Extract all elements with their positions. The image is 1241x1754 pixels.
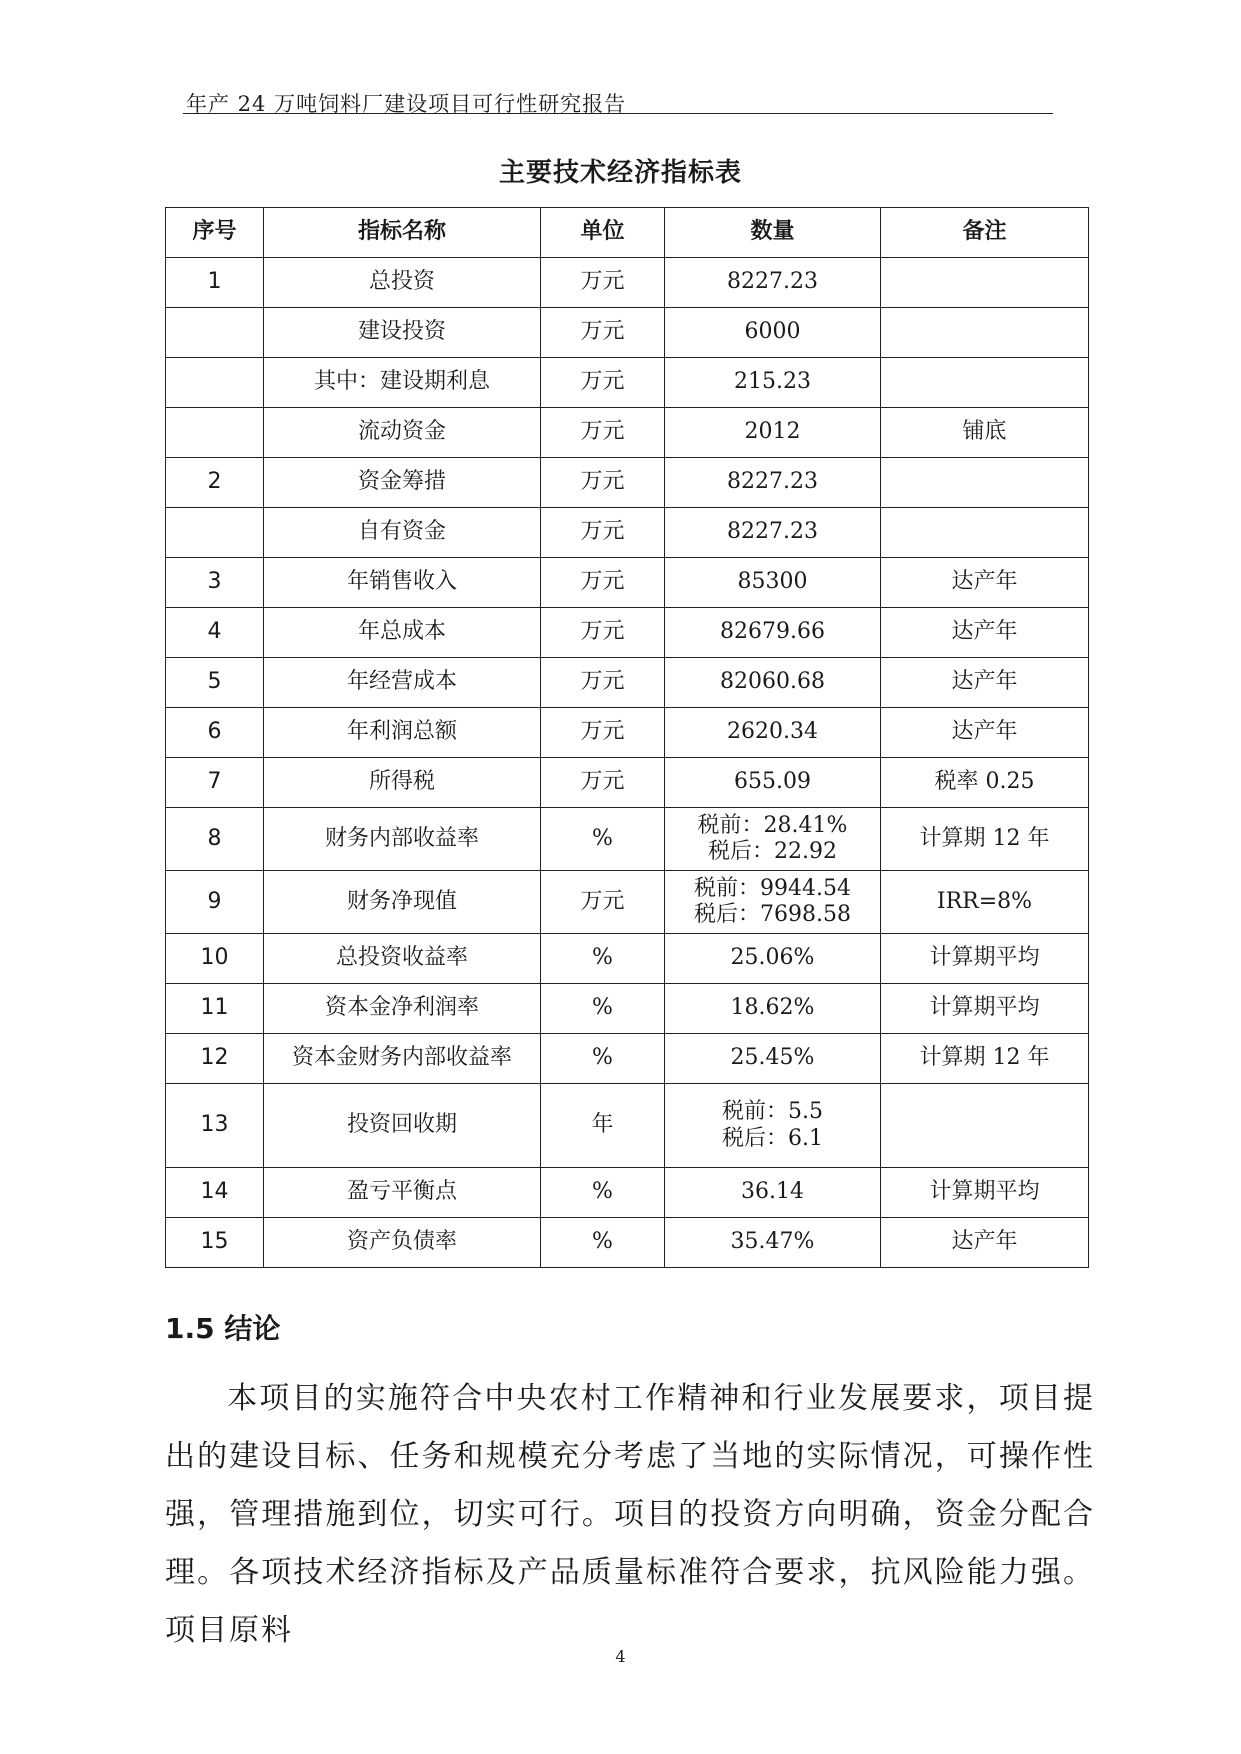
col-header-index: 序号 xyxy=(166,208,264,258)
quantity-line: 25.06% xyxy=(730,945,815,971)
table-row xyxy=(166,934,1089,984)
col-header-unit: 单位 xyxy=(541,208,665,258)
cell-index: 3 xyxy=(166,558,264,608)
cell-note xyxy=(881,458,1089,508)
cell-index xyxy=(166,358,264,408)
quantity-line: 税后：22.92 xyxy=(708,839,837,864)
table-row xyxy=(166,458,1089,508)
cell-unit: 万元 xyxy=(541,658,665,708)
table-row xyxy=(166,1034,1089,1084)
cell-name: 流动资金 xyxy=(264,408,541,458)
cell-quantity xyxy=(665,308,881,358)
cell-note: 计算期 12 年 xyxy=(881,808,1089,871)
table-row xyxy=(166,508,1089,558)
col-header-quantity: 数量 xyxy=(665,208,881,258)
cell-unit: 万元 xyxy=(541,708,665,758)
quantity-line: 税前：9944.54 xyxy=(694,875,851,901)
cell-index: 13 xyxy=(166,1084,264,1168)
table-row xyxy=(166,708,1089,758)
cell-quantity xyxy=(665,871,881,934)
table-row xyxy=(166,308,1089,358)
quantity-line: 215.23 xyxy=(734,369,811,395)
cell-quantity xyxy=(665,408,881,458)
cell-quantity xyxy=(665,1168,881,1218)
cell-unit: % xyxy=(541,984,665,1034)
table-header-row xyxy=(166,208,1089,258)
quantity-line: 税后：6.1 xyxy=(722,1125,823,1151)
cell-name: 总投资收益率 xyxy=(264,934,541,984)
cell-note: 达产年 xyxy=(881,1218,1089,1268)
cell-note: 铺底 xyxy=(881,408,1089,458)
cell-index: 6 xyxy=(166,708,264,758)
cell-note xyxy=(881,258,1089,308)
cell-name: 资本金财务内部收益率 xyxy=(264,1034,541,1084)
quantity-line: 82679.66 xyxy=(720,619,825,645)
cell-unit: 万元 xyxy=(541,758,665,808)
table-row xyxy=(166,608,1089,658)
cell-index: 14 xyxy=(166,1168,264,1218)
page-number: 4 xyxy=(615,1647,626,1666)
quantity-line: 85300 xyxy=(737,569,808,595)
table-row xyxy=(166,408,1089,458)
cell-index: 5 xyxy=(166,658,264,708)
cell-unit: 万元 xyxy=(541,508,665,558)
table-row xyxy=(166,871,1089,934)
indicators-table xyxy=(165,207,1089,1268)
cell-quantity xyxy=(665,934,881,984)
cell-name: 投资回收期 xyxy=(264,1084,541,1168)
cell-index: 11 xyxy=(166,984,264,1034)
cell-note: 税率 0.25 xyxy=(881,758,1089,808)
cell-name: 年销售收入 xyxy=(264,558,541,608)
cell-name: 其中：建设期利息 xyxy=(264,358,541,408)
table-row xyxy=(166,808,1089,871)
quantity-line: 6000 xyxy=(744,319,801,345)
quantity-line: 8227.23 xyxy=(727,519,818,545)
cell-quantity xyxy=(665,1218,881,1268)
cell-note xyxy=(881,508,1089,558)
cell-note: 达产年 xyxy=(881,658,1089,708)
cell-quantity xyxy=(665,508,881,558)
cell-note: 计算期平均 xyxy=(881,1168,1089,1218)
cell-note: 计算期 12 年 xyxy=(881,1034,1089,1084)
cell-note: 达产年 xyxy=(881,708,1089,758)
quantity-line: 税后：7698.58 xyxy=(694,902,851,927)
cell-quantity xyxy=(665,708,881,758)
cell-index: 1 xyxy=(166,258,264,308)
quantity-line: 税前：28.41% xyxy=(697,812,848,838)
cell-name: 所得税 xyxy=(264,758,541,808)
cell-quantity xyxy=(665,984,881,1034)
cell-note xyxy=(881,308,1089,358)
cell-note: IRR=8% xyxy=(881,871,1089,934)
cell-quantity xyxy=(665,358,881,408)
quantity-line: 2620.34 xyxy=(727,719,818,745)
cell-name: 盈亏平衡点 xyxy=(264,1168,541,1218)
cell-quantity xyxy=(665,608,881,658)
cell-quantity xyxy=(665,458,881,508)
cell-index: 12 xyxy=(166,1034,264,1084)
table-row xyxy=(166,658,1089,708)
quantity-line: 36.14 xyxy=(741,1179,804,1205)
quantity-line: 2012 xyxy=(744,419,801,445)
col-header-note: 备注 xyxy=(881,208,1089,258)
table-row xyxy=(166,1084,1089,1168)
cell-quantity xyxy=(665,758,881,808)
cell-index: 9 xyxy=(166,871,264,934)
cell-name: 年经营成本 xyxy=(264,658,541,708)
cell-note: 计算期平均 xyxy=(881,984,1089,1034)
cell-unit: 万元 xyxy=(541,608,665,658)
cell-name: 财务净现值 xyxy=(264,871,541,934)
cell-name: 资产负债率 xyxy=(264,1218,541,1268)
cell-index: 2 xyxy=(166,458,264,508)
cell-quantity xyxy=(665,808,881,871)
table-body xyxy=(166,258,1089,1268)
cell-unit: 万元 xyxy=(541,408,665,458)
cell-index: 8 xyxy=(166,808,264,871)
running-header: 年产 24 万吨饲料厂建设项目可行性研究报告 xyxy=(186,92,627,116)
cell-unit: % xyxy=(541,808,665,871)
table-row xyxy=(166,984,1089,1034)
conclusion-paragraph xyxy=(165,1370,1095,1660)
table-row xyxy=(166,758,1089,808)
table-row xyxy=(166,1168,1089,1218)
cell-unit: % xyxy=(541,1034,665,1084)
cell-quantity xyxy=(665,1084,881,1168)
cell-name: 财务内部收益率 xyxy=(264,808,541,871)
quantity-line: 35.47% xyxy=(730,1229,815,1255)
cell-name: 年总成本 xyxy=(264,608,541,658)
cell-name: 年利润总额 xyxy=(264,708,541,758)
cell-index xyxy=(166,408,264,458)
cell-index: 7 xyxy=(166,758,264,808)
cell-quantity xyxy=(665,258,881,308)
cell-unit: % xyxy=(541,934,665,984)
cell-quantity xyxy=(665,658,881,708)
cell-unit: 年 xyxy=(541,1084,665,1168)
cell-note: 达产年 xyxy=(881,608,1089,658)
cell-unit: 万元 xyxy=(541,871,665,934)
cell-quantity xyxy=(665,558,881,608)
table-row xyxy=(166,558,1089,608)
quantity-line: 18.62% xyxy=(730,995,815,1021)
table-row xyxy=(166,258,1089,308)
table-row xyxy=(166,358,1089,408)
cell-unit: 万元 xyxy=(541,308,665,358)
cell-unit: % xyxy=(541,1218,665,1268)
cell-index: 15 xyxy=(166,1218,264,1268)
cell-name: 资金筹措 xyxy=(264,458,541,508)
quantity-line: 82060.68 xyxy=(720,669,825,695)
cell-unit: 万元 xyxy=(541,558,665,608)
quantity-line: 8227.23 xyxy=(727,269,818,295)
section-heading: 1.5 结论 xyxy=(165,1312,281,1345)
col-header-name: 指标名称 xyxy=(264,208,541,258)
cell-note: 计算期平均 xyxy=(881,934,1089,984)
table-row xyxy=(166,1218,1089,1268)
cell-unit: 万元 xyxy=(541,258,665,308)
cell-name: 总投资 xyxy=(264,258,541,308)
cell-name: 资本金净利润率 xyxy=(264,984,541,1034)
cell-unit: 万元 xyxy=(541,458,665,508)
cell-index xyxy=(166,508,264,558)
cell-index: 10 xyxy=(166,934,264,984)
quantity-line: 25.45% xyxy=(730,1045,815,1071)
quantity-line: 税前：5.5 xyxy=(722,1099,823,1125)
header-rule xyxy=(183,113,1053,114)
cell-index: 4 xyxy=(166,608,264,658)
cell-unit: 万元 xyxy=(541,358,665,408)
cell-name: 自有资金 xyxy=(264,508,541,558)
quantity-line: 655.09 xyxy=(734,769,811,795)
cell-quantity xyxy=(665,1034,881,1084)
cell-note xyxy=(881,1084,1089,1168)
table-title: 主要技术经济指标表 xyxy=(498,158,742,188)
quantity-line: 8227.23 xyxy=(727,469,818,495)
conclusion-text: 本项目的实施符合中央农村工作精神和行业发展要求，项目提出的建设目标、任务和规模充分考虑了当地的实际情况，可操作性强，管理措施到位，切实可行。项目的投资方向明确，资金分配合理。各项技术经济指标及产品质量标准符合要求，抗风险能力强。项目原料 xyxy=(165,1381,1095,1648)
cell-index xyxy=(166,308,264,358)
cell-name: 建设投资 xyxy=(264,308,541,358)
cell-note xyxy=(881,358,1089,408)
cell-note: 达产年 xyxy=(881,558,1089,608)
cell-unit: % xyxy=(541,1168,665,1218)
